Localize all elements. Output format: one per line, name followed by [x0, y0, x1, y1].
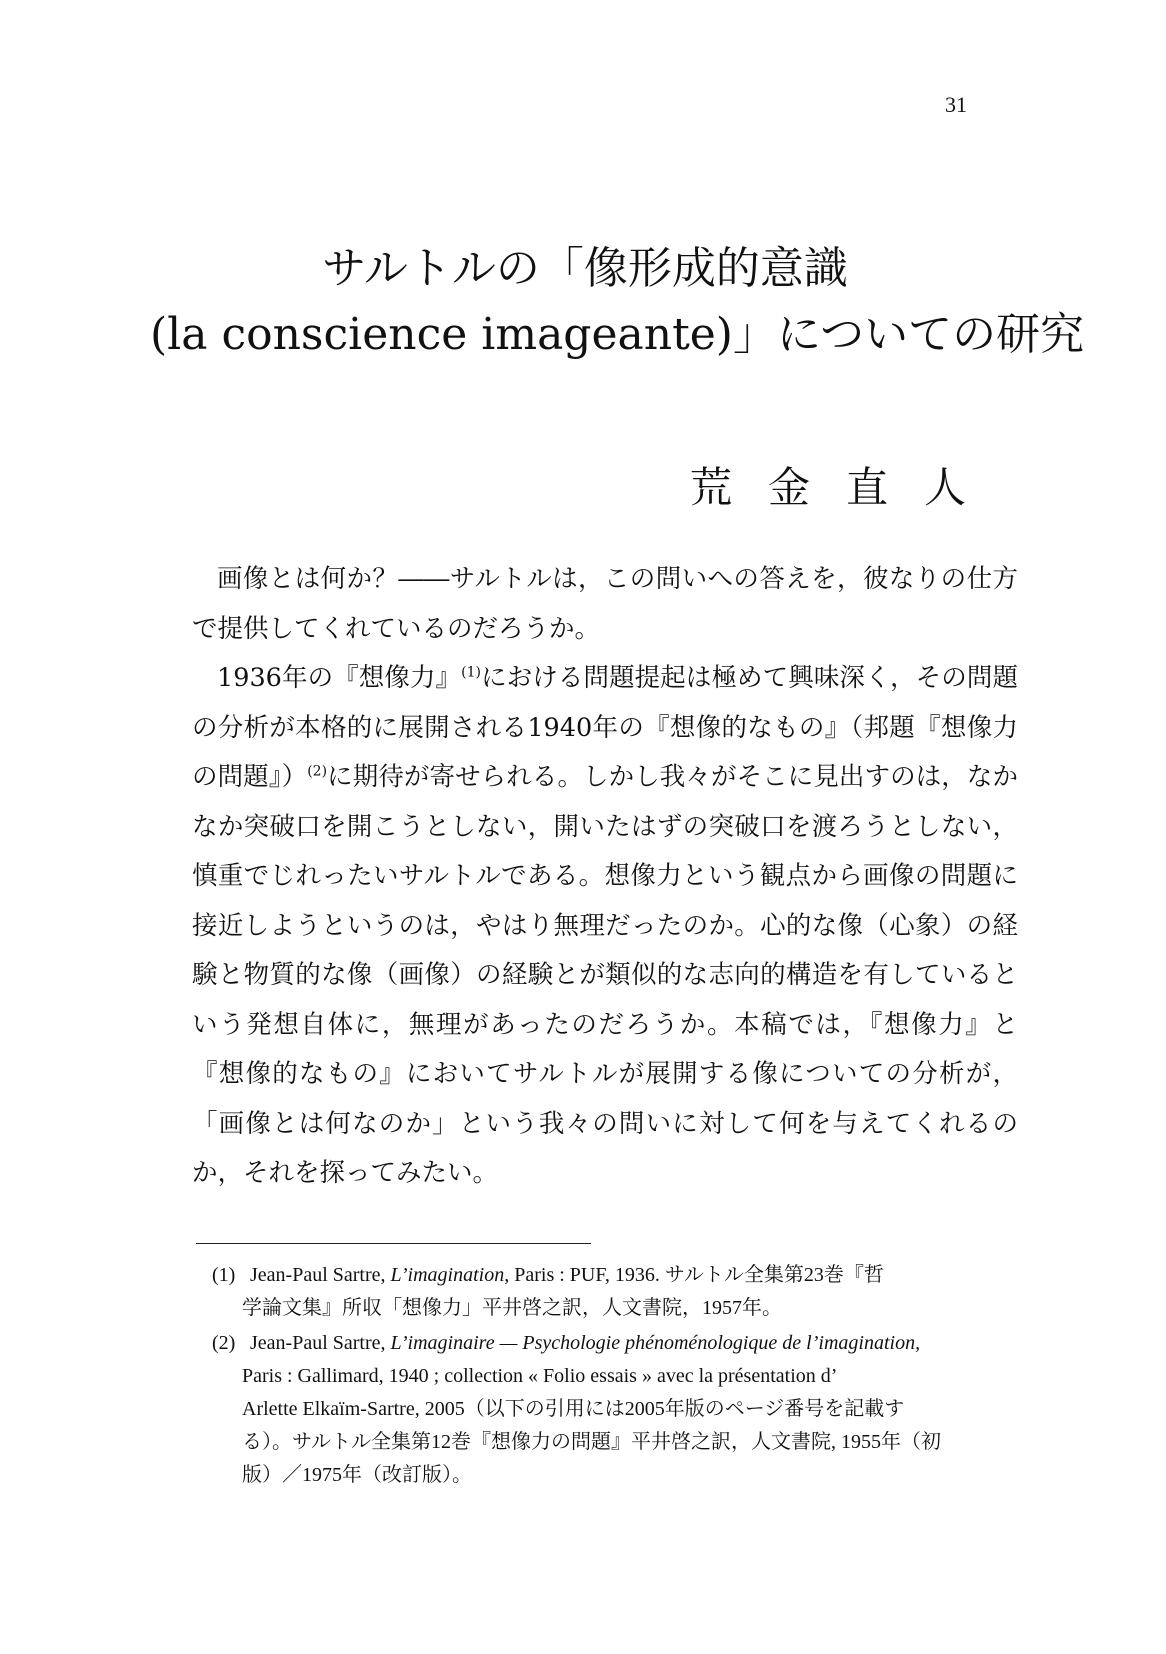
page-number: 31: [945, 92, 967, 117]
footnote-work-title: L’imagination: [390, 1264, 505, 1286]
footnote-2-line-5: 版）／1975年（改訂版）。: [242, 1464, 472, 1486]
footnote-1-line-2: 学論文集』所収「想像力」平井啓之訳，人文書院，1957年。: [242, 1297, 782, 1319]
paragraph-text: 1936年の『想像力』: [217, 663, 462, 693]
footnote-2-line-2: Paris : Gallimard, 1940 ; collection « Folio essais » avec la présentation d’: [242, 1365, 838, 1387]
footnote-number: (2): [212, 1332, 236, 1354]
footnote-1: [212, 1259, 1022, 1325]
footnote-2-line-1: [212, 1327, 1022, 1360]
footnote-2-line-3: Arlette Elkaïm-Sartre, 2005（以下の引用には2005年版のページ番号を記載す: [242, 1398, 905, 1420]
footnote-text: , Paris : PUF, 1936. サルトル全集第23巻『哲: [504, 1264, 884, 1286]
article-title-line-2: (la conscience imageante)」についての研究: [150, 309, 1085, 360]
footnote-ref-2[interactable]: (2): [307, 763, 328, 780]
footnote-1-line-1: [212, 1259, 1022, 1292]
footnote-number: (1): [212, 1264, 236, 1286]
footnote-divider: [196, 1243, 591, 1244]
intro-paragraph-2: [192, 654, 1018, 1199]
footnote-2-line-4: る）。サルトル全集第12巻『想像力の問題』平井啓之訳，人文書院, 1955年（初: [242, 1431, 941, 1453]
paragraph-text: における問題提起は極めて興味深く，その問題の分析が本格的に展開される1940年の『想像的なもの』（邦題『想像力の問題』）: [192, 663, 1018, 792]
footnote-ref-1[interactable]: (1): [461, 664, 481, 681]
author-name: 荒金直人: [690, 463, 1003, 512]
footnote-author: Jean-Paul Sartre,: [250, 1264, 391, 1286]
footnote-work-title: L’imaginaire — Psychologie phénoménologique de l’imagination,: [390, 1332, 921, 1354]
footnote-author: Jean-Paul Sartre,: [250, 1332, 391, 1354]
intro-paragraph-1: 画像とは何か？――サルトルは，この問いへの答えを，彼なりの仕方で提供してくれているのだろうか。: [192, 564, 1018, 644]
article-title-line-1: サルトルの「像形成的意識: [322, 243, 848, 294]
footnote-2: [212, 1327, 1022, 1492]
paragraph-text: に期待が寄せられる。しかし我々がそこに見出すのは，なかなか突破口を開こうとしない，開いたはずの突破口を渡ろうとしない，慎重でじれったいサルトルである。想像力という観点から画像の問題に接近しようというのは，やはり無理だったのか。心的な像（心象）の経験と物質的な像（画像）の経験とが類似的な志向的構造を有しているという発想自体に，無理があったのだろうか。本稿では，『想像力』と『想像的なもの』においてサルトルが展開する像についての分析が，「画像とは何なのか」という我々の問いに対して何を与えてくれるのか，それを探ってみたい。: [192, 762, 1018, 1188]
